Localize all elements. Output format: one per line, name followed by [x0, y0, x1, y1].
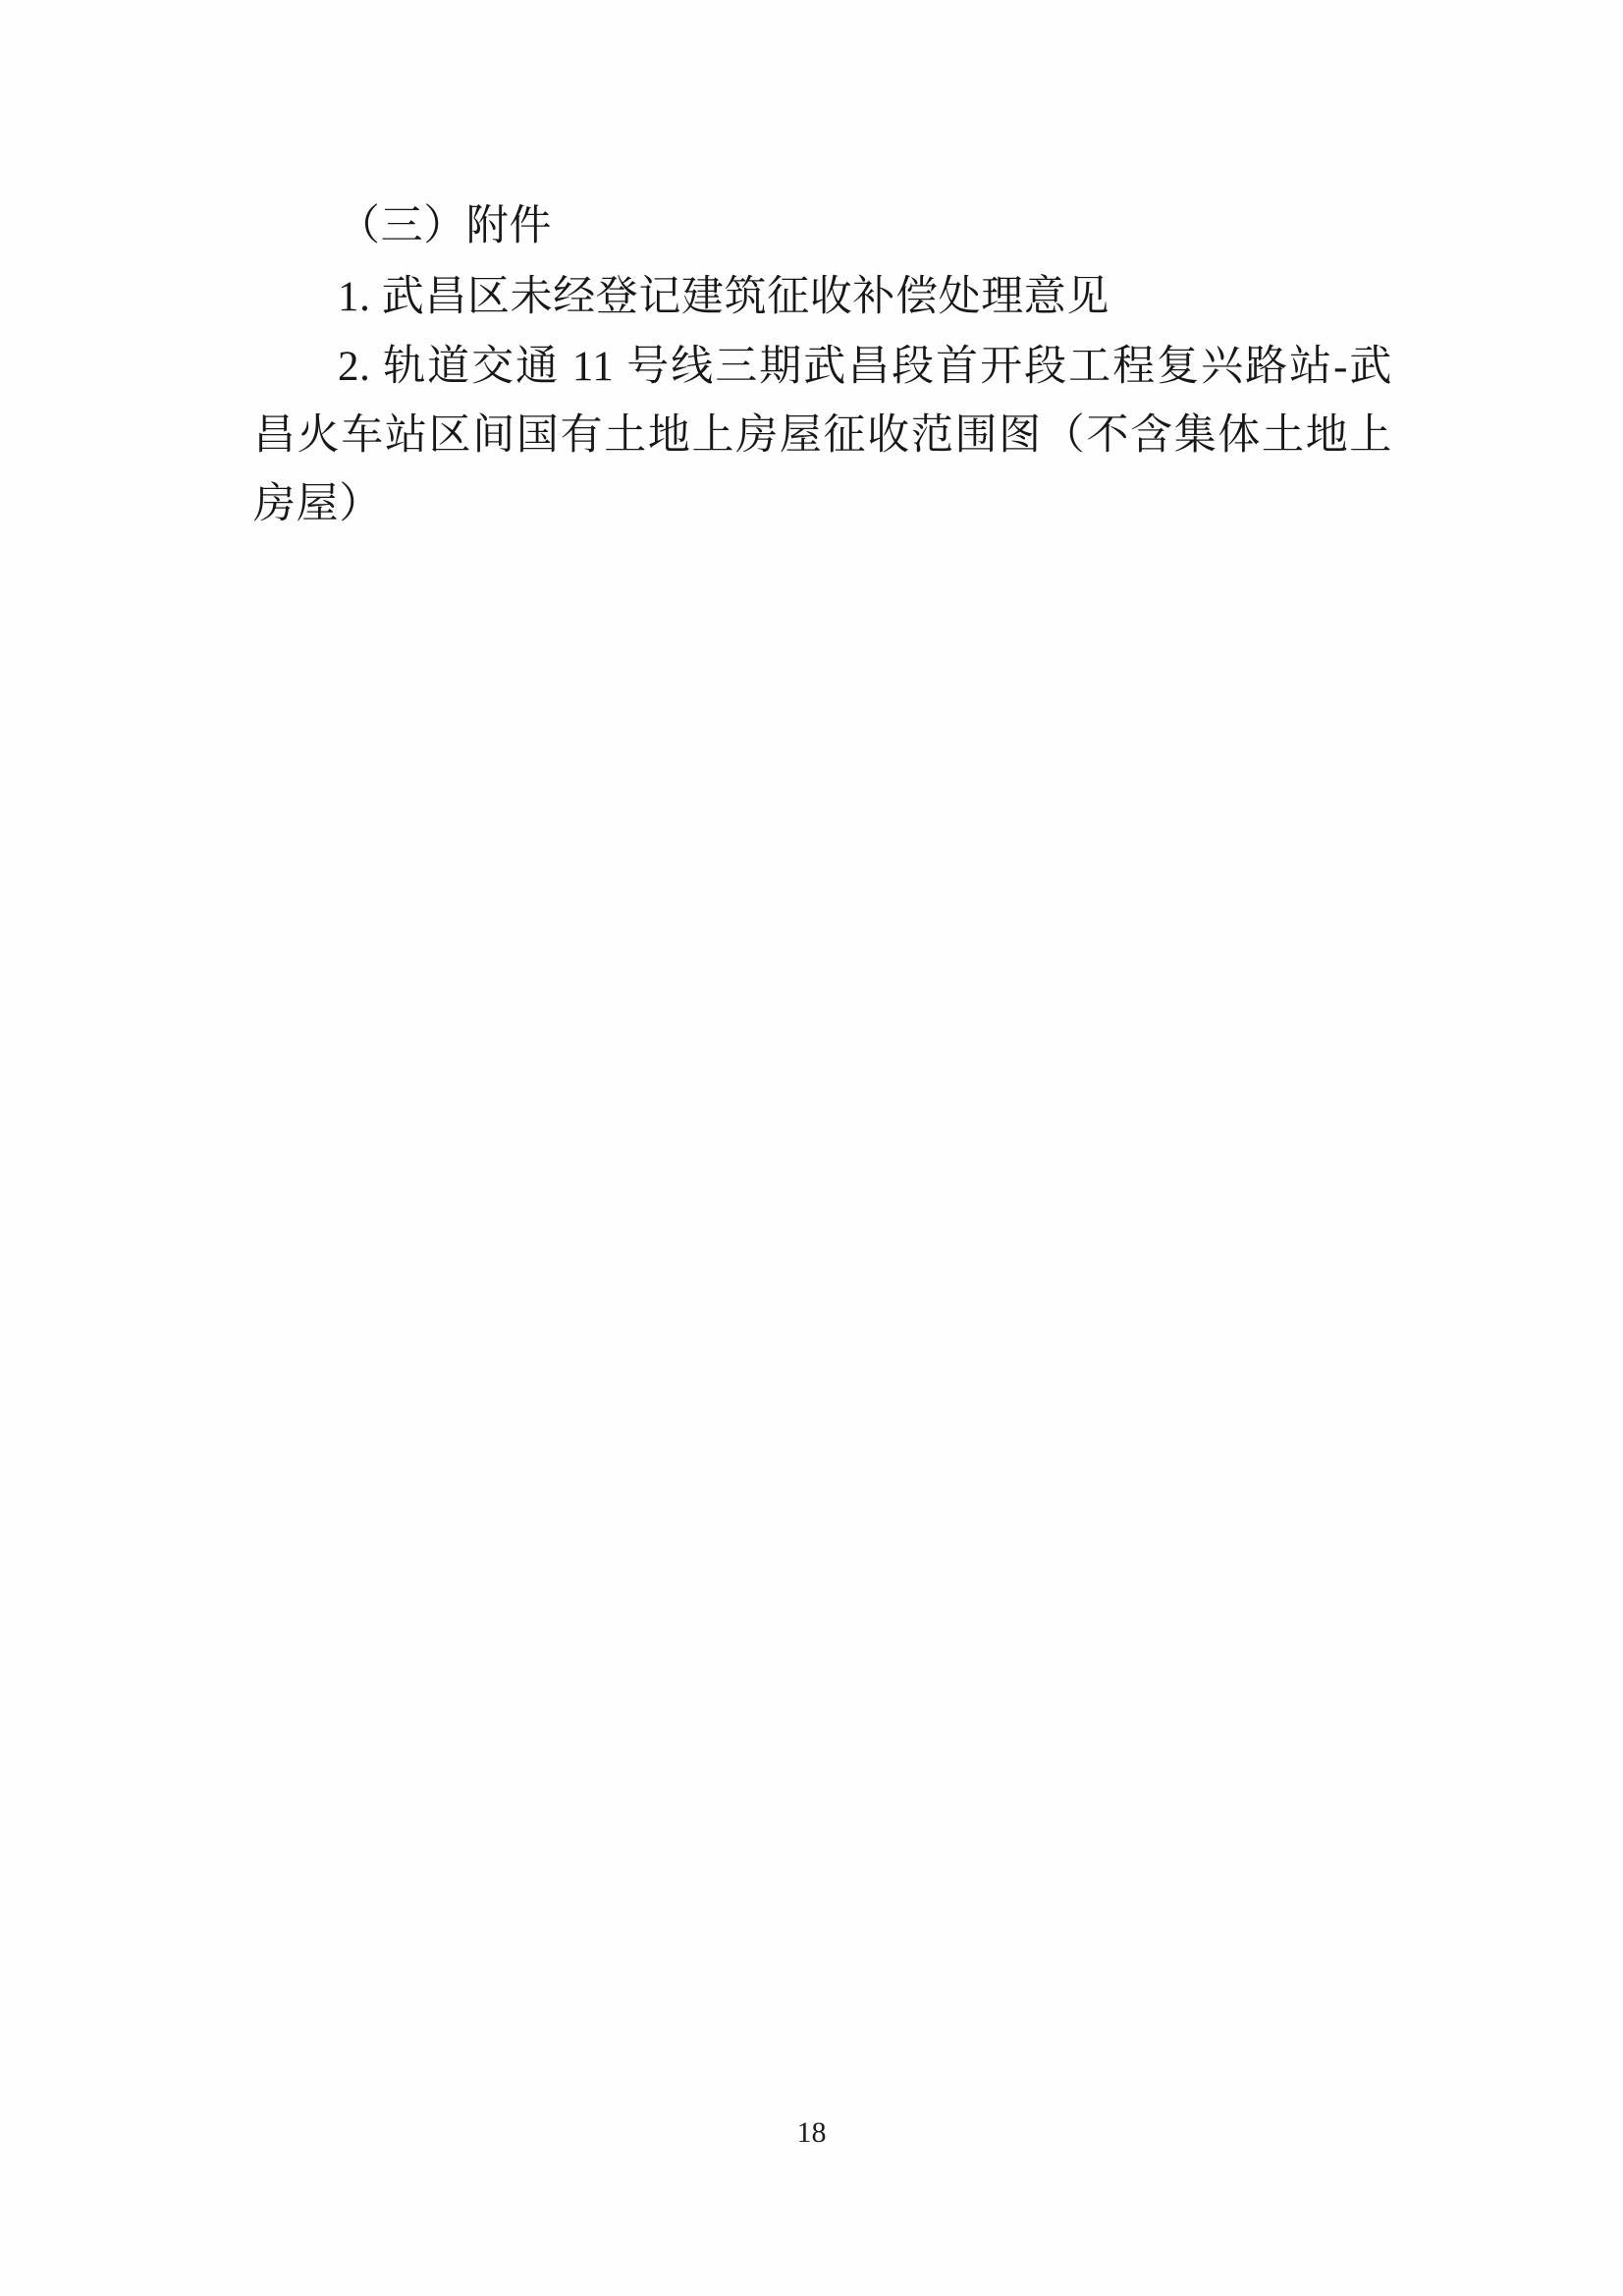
page-number: 18: [796, 2116, 827, 2149]
attachment-item-1: 1. 武昌区未经登记建筑征收补偿处理意见: [338, 273, 1109, 320]
section-heading: （三）附件: [338, 203, 552, 249]
document-body: [253, 192, 1392, 540]
attachment-item-2: 2. 轨道交通 11 号线三期武昌段首开段工程复兴路站-武昌火车站区间国有土地上房屋征收范围图（不含集体土地上房屋）: [253, 344, 1392, 527]
